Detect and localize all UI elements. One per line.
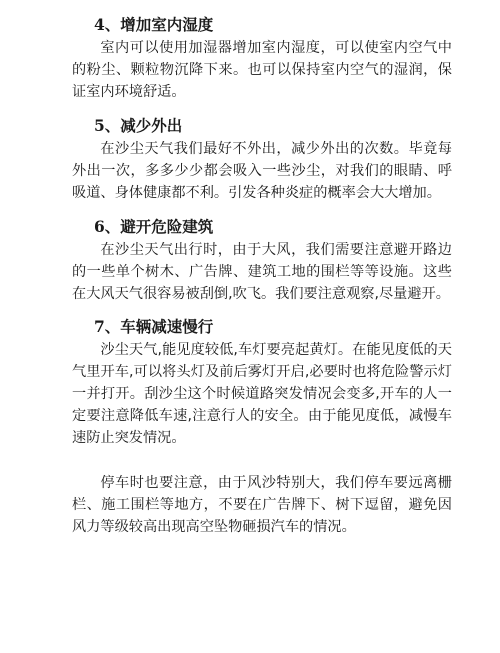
section-spacer bbox=[72, 449, 452, 472]
section-spacer bbox=[72, 103, 452, 115]
section-spacer bbox=[72, 305, 452, 316]
section-increase-humidity bbox=[72, 14, 452, 103]
section-heading: 6、避开危险建筑 bbox=[94, 217, 214, 236]
section-paragraph: 在沙尘天气出行时，由于大风，我们需要注意避开路边的一些单个树木、广告牌、建筑工地的围栏等等设施。这些在大风天气很容易被刮倒,吹飞。我们要注意观察,尽量避开。 bbox=[72, 242, 452, 302]
document-page bbox=[72, 14, 452, 538]
section-avoid-dangerous-buildings bbox=[72, 216, 452, 305]
section-paragraph: 在沙尘天气我们最好不外出，减少外出的次数。毕竟每外出一次，多多少少都会吸入一些沙尘，对我们的眼睛、呼吸道、身体健康都不利。引发各种炎症的概率会大大增加。 bbox=[72, 141, 452, 201]
section-slow-driving bbox=[72, 316, 452, 449]
section-spacer bbox=[72, 204, 452, 216]
closing-paragraph: 停车时也要注意，由于风沙特别大，我们停车要远离栅栏、施工围栏等地方，不要在广告牌下、树下逗留，避免因风力等级较高出现高空坠物砸损汽车的情况。 bbox=[72, 475, 452, 535]
section-paragraph: 室内可以使用加湿器增加室内湿度，可以使室内空气中的粉尘、颗粒物沉降下来。也可以保持室内空气的湿润，保证室内环境舒适。 bbox=[72, 40, 452, 100]
section-heading: 7、车辆减速慢行 bbox=[94, 317, 214, 336]
section-heading: 4、增加室内湿度 bbox=[94, 15, 214, 34]
section-heading: 5、减少外出 bbox=[94, 116, 183, 135]
section-paragraph: 沙尘天气,能见度较低,车灯要亮起黄灯。在能见度低的天气里开车,可以将头灯及前后雾灯开启,必要时也将危险警示灯一并打开。刮沙尘这个时候道路突发情况会变多,开车的人一定要注意降低车速,注意行人的安全。由于能见度低，减慢车速防止突发情况。 bbox=[72, 342, 452, 446]
section-reduce-outings bbox=[72, 115, 452, 204]
